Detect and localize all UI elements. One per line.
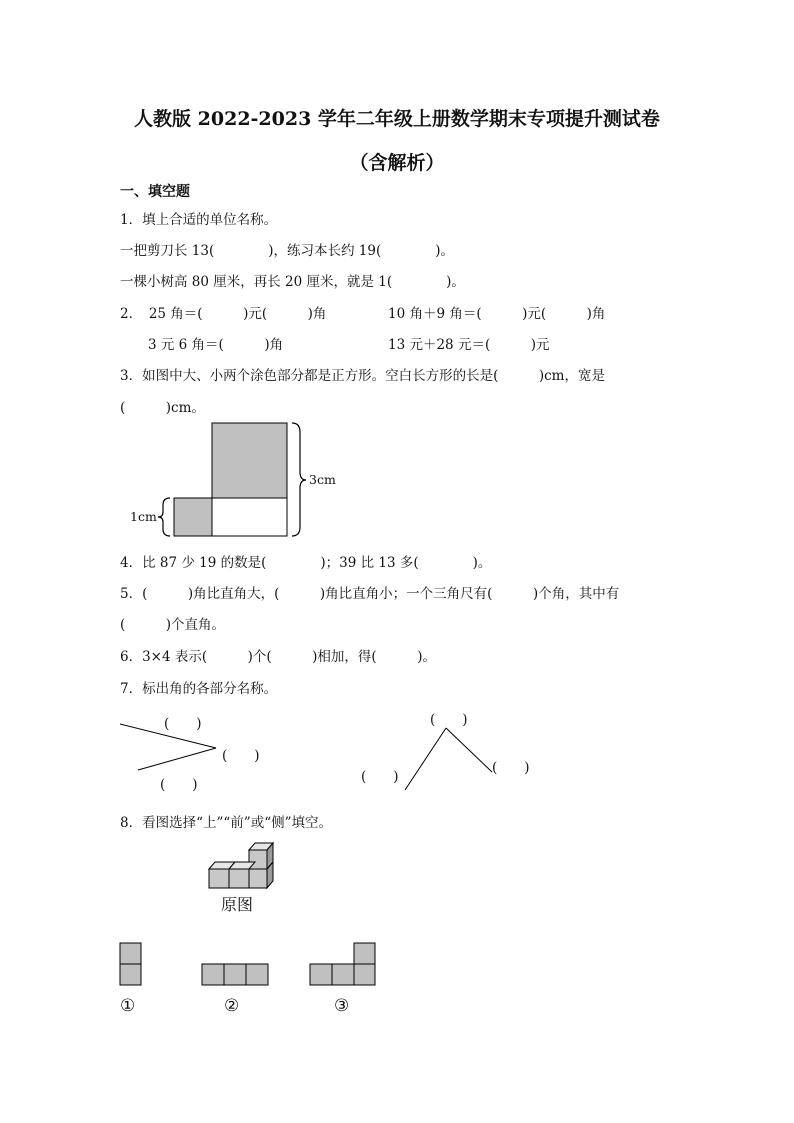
q3-left-brace [158, 498, 170, 536]
q1-line1: 一把剪刀长 13( )，练习本长约 19( )。 [120, 243, 455, 259]
q3-small-square [174, 498, 212, 536]
q3-label-3cm: 3cm [309, 472, 336, 487]
q8-view-2 [202, 964, 268, 985]
q8-view-1 [120, 943, 141, 985]
q7-angle2-side-left [405, 728, 446, 790]
q8-cube-face [249, 869, 267, 888]
q8-cube-face [229, 869, 249, 888]
q3-line1: 3．如图中大、小两个涂色部分都是正方形。空白长方形的长是( )cm，宽是 [120, 368, 605, 384]
q7-blank-angle1-side2: ( ) [160, 777, 198, 793]
q3-big-square [212, 423, 287, 498]
q8-cube-face [209, 869, 229, 888]
q8-option-1-label: ① [120, 996, 136, 1016]
q8-view2-square [246, 964, 268, 985]
q2-item-c: 3 元 6 角＝( )角 [148, 337, 284, 353]
q8-original-label: 原图 [221, 895, 254, 914]
q7-angle-2 [405, 728, 492, 790]
q8-view1-square [120, 964, 141, 985]
page-title: 人教版 2022-2023 学年二年级上册数学期末专项提升测试卷 [134, 108, 660, 130]
q8-stem: 8．看图选择“上”“前”或“侧”填空。 [120, 815, 332, 831]
q8-view3-square [310, 964, 332, 985]
q8-view2-square [224, 964, 246, 985]
page-subtitle: （含解析） [349, 152, 445, 174]
q8-original-3d-figure [209, 843, 273, 888]
q3-label-1cm: 1cm [130, 509, 157, 524]
q3-right-brace [292, 423, 306, 536]
q7-blank-angle2-side-left: ( ) [361, 769, 399, 785]
q5-line1: 5．( )角比直角大，( )角比直角小；一个三角尺有( )个角，其中有 [120, 586, 620, 602]
q8-view-3 [310, 943, 375, 985]
q7-angle2-side-right [446, 728, 492, 772]
q5-line2: ( )个直角。 [120, 617, 226, 633]
q7-stem: 7．标出角的各部分名称。 [120, 681, 278, 697]
q8-view3-square [354, 964, 375, 985]
q8-view1-square [120, 943, 141, 964]
q8-view2-square [202, 964, 224, 985]
q6-text: 6．3×4 表示( )个( )相加，得( )。 [120, 649, 436, 665]
q2-item-a: 2． 25 角＝( )元( )角 [120, 306, 327, 322]
q3-square-figure [158, 423, 306, 536]
q7-blank-angle1-vertex: ( ) [222, 748, 260, 764]
q7-blank-angle1-side: ( ) [164, 716, 202, 732]
q2-item-b: 10 角＋9 角＝( )元( )角 [388, 306, 606, 322]
q7-blank-angle2-side-right: ( ) [492, 760, 530, 776]
q1-line2: 一棵小树高 80 厘米，再长 20 厘米，就是 1( )。 [120, 274, 465, 290]
q8-option-3-label: ③ [334, 996, 350, 1016]
q3-blank-rectangle [212, 498, 287, 536]
q2-item-d: 13 元＋28 元＝( )元 [388, 337, 550, 353]
q8-option-2-label: ② [224, 996, 240, 1016]
section-heading-fill-blank: 一、填空题 [120, 184, 190, 200]
q4-text: 4．比 87 少 19 的数是( )；39 比 13 多( )。 [120, 555, 492, 571]
q8-view3-square [354, 943, 375, 964]
q7-angle1-side-lower [138, 748, 216, 770]
q7-blank-angle2-vertex: ( ) [430, 712, 468, 728]
q8-view3-square [332, 964, 354, 985]
q3-line2: ( )cm。 [120, 400, 205, 416]
q1-stem: 1．填上合适的单位名称。 [120, 212, 278, 228]
